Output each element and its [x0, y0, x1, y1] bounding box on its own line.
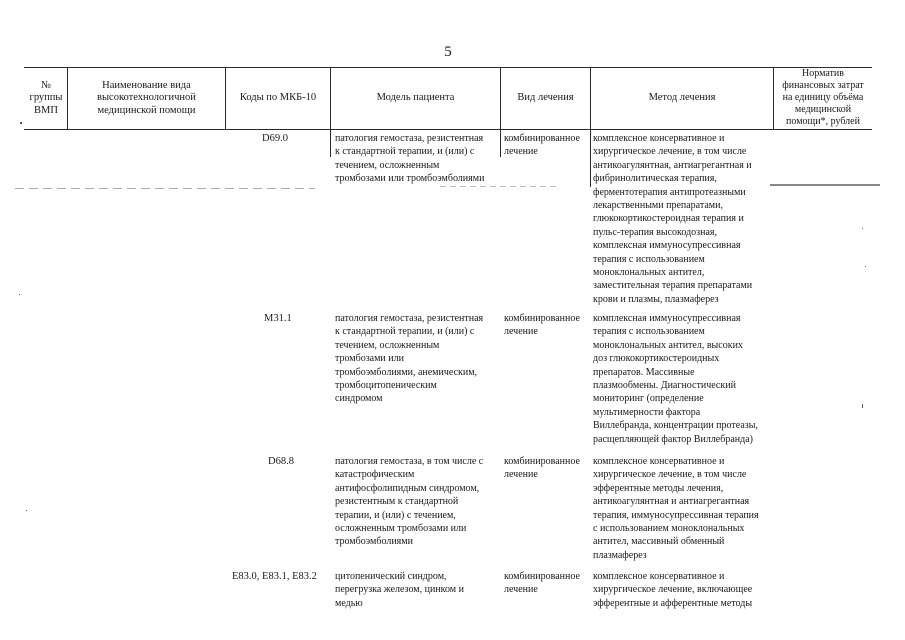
- table-row-2-code: M31.1: [264, 313, 292, 324]
- table-row-3-code: D68.8: [268, 456, 294, 467]
- header-cost-norm: Норматив финансовых затрат на единицу объёма медицинской помощи*, рублей: [782, 68, 864, 127]
- scan-artifact-line-mid: [440, 186, 560, 187]
- header-care-name: Наименование вида высокотехнологичной медицинской помощи: [97, 79, 196, 116]
- table-row-4-model: цитопенический синдром, перегрузка железом, цинком и медью: [335, 571, 464, 609]
- table-row-4-type: комбинированное лечение: [504, 571, 580, 596]
- table-row-4-code: E83.0, E83.1, E83.2: [232, 571, 317, 582]
- scan-artifact-line-left: [15, 188, 315, 189]
- table-row-3-model: патология гемостаза, в том числе с катастрофическим антифосфолипидным синдромом, резистентным к стандартной терапии, и (или) с течением, осложненным тромбозами или тромбоэмболиями: [335, 456, 484, 548]
- scan-speck: [862, 228, 863, 229]
- scan-speck: [26, 510, 27, 511]
- header-treatment-type: Вид лечения: [517, 92, 574, 104]
- header-icd-codes: Коды по МКБ-10: [239, 92, 317, 104]
- table-row-4-method: комплексное консервативное и хирургическое лечение, включающее эфферентные и афферентные методы: [593, 571, 753, 609]
- scan-speck: [19, 294, 20, 295]
- table-row-1-type: комбинированное лечение: [504, 133, 580, 158]
- table-row-1-code: D69.0: [262, 133, 288, 144]
- header-group-number: № группы ВМП: [29, 79, 63, 116]
- header-bottom-rule: [24, 129, 872, 130]
- scan-speck: [20, 122, 22, 124]
- table-row-2-model: патология гемостаза, резистентная к стандартной терапии, и (или) с течением, осложненным тромбозами или тромбоэмболиями, анемическим, тромбоцитопеническим синдромом: [335, 313, 484, 405]
- table-row-3-type: комбинированное лечение: [504, 456, 580, 481]
- table-row-3-method: комплексное консервативное и хирургическое лечение, в том числе эфферентные методы лечения, антикоагулянтная и антиагрегантная терапия, иммуносупрессивная терапия с использованием моноклональных антител, массивный обменный плазмаферез: [593, 456, 759, 561]
- scan-artifact-line-right: [770, 184, 880, 186]
- table-row-2-method: комплексная иммуносупрессивная терапия с использованием моноклональных антител, высоких доз глюкокортикостероидных препаратов. Массивные плазмообмены. Диагностический мониторинг (определение мультимерности фактора Виллебранда, концентрации протеазы, расщепляющей фактор Виллебранда): [593, 313, 758, 445]
- scan-speck: [862, 404, 863, 408]
- page-number: 5: [444, 44, 452, 60]
- table-row-1-method: комплексное консервативное и хирургическое лечение, в том числе антикоагулянтная, антиагрегантная и фибринолитическая терапия, ферментотерапия антипротеазными лекарственными препаратами, глюкокортикостероидная терапия и пульс-терапия высокодозная, комплексная иммуносупрессивная терапия с использованием моноклональных антител, заместительная терапия препаратами крови и плазмы, плазмаферез: [593, 133, 753, 305]
- table-row-1-model: патология гемостаза, резистентная к стандартной терапии, и (или) с течением, осложненным тромбозами или тромбоэмболиями: [335, 133, 485, 185]
- header-patient-model: Модель пациента: [376, 92, 455, 104]
- scan-speck: [865, 266, 866, 267]
- header-treatment-method: Метод лечения: [648, 92, 716, 104]
- table-row-2-type: комбинированное лечение: [504, 313, 580, 338]
